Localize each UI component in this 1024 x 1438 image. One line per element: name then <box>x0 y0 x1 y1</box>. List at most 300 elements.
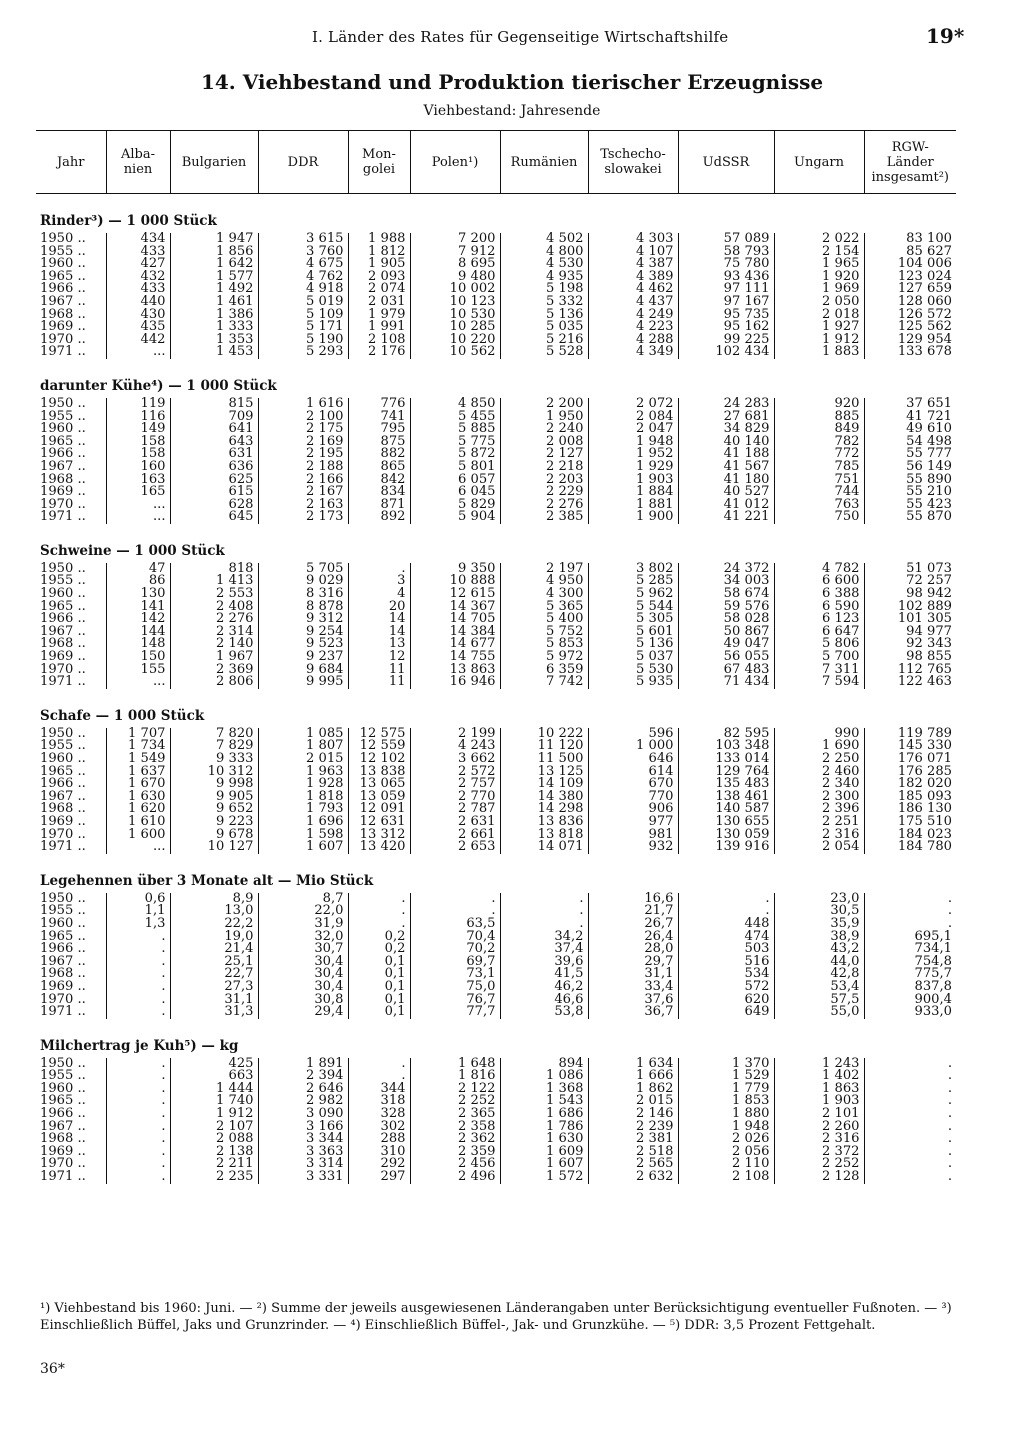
table-cell: . <box>106 1158 170 1171</box>
table-cell: 2 188 <box>258 461 348 474</box>
table-cell: 22,0 <box>258 905 348 918</box>
section-title: Schweine — 1 000 Stück <box>40 543 225 560</box>
table-row <box>36 321 956 334</box>
table-cell: 6 123 <box>774 613 864 626</box>
table-cell: 534 <box>678 968 774 981</box>
table-cell: ... <box>106 346 170 359</box>
table-cell: 5 109 <box>258 309 348 322</box>
table-cell: 10 220 <box>410 334 500 347</box>
table-cell: 2 260 <box>774 1121 864 1134</box>
table-row <box>36 1146 956 1159</box>
table-row <box>36 943 956 956</box>
table-cell: 2 359 <box>410 1146 500 1159</box>
table-cell: 3 <box>348 575 410 588</box>
table-row <box>36 778 956 791</box>
column-header: Jahr <box>36 131 106 194</box>
table-row <box>36 829 956 842</box>
table-cell: 2 240 <box>500 423 588 436</box>
table-cell: 14 705 <box>410 613 500 626</box>
table-cell: 160 <box>106 461 170 474</box>
table-cell: 1 600 <box>106 829 170 842</box>
year-cell: 1969 .. <box>40 484 86 500</box>
table-cell: . <box>348 1070 410 1083</box>
table-cell: 1 967 <box>170 651 258 664</box>
table-cell: 1 243 <box>774 1058 864 1071</box>
table-cell: 28,0 <box>588 943 678 956</box>
table-cell: 1 690 <box>774 740 864 753</box>
table-cell: 94 977 <box>864 626 956 639</box>
table-cell: 20 <box>348 601 410 614</box>
table-cell: 1 368 <box>500 1083 588 1096</box>
table-cell: 4 850 <box>410 398 500 411</box>
table-cell: 2 365 <box>410 1108 500 1121</box>
table-cell: 10 530 <box>410 309 500 322</box>
table-cell: . <box>678 893 774 906</box>
table-cell: 440 <box>106 296 170 309</box>
table-cell: 981 <box>588 829 678 842</box>
table-cell: 892 <box>348 511 410 524</box>
table-cell: 150 <box>106 651 170 664</box>
table-cell: 59 576 <box>678 601 774 614</box>
table-cell: 1 881 <box>588 499 678 512</box>
table-cell: 4 223 <box>588 321 678 334</box>
table-cell: 1 620 <box>106 803 170 816</box>
table-cell: 1 607 <box>258 841 348 854</box>
table-cell: 9 678 <box>170 829 258 842</box>
year-cell: 1955 .. <box>40 573 86 589</box>
table-cell: 2 008 <box>500 436 588 449</box>
year-cell: 1967 .. <box>40 623 86 639</box>
table-cell: 95 162 <box>678 321 774 334</box>
table-cell: 27,3 <box>170 981 258 994</box>
table-cell: 8 878 <box>258 601 348 614</box>
table-cell: 175 510 <box>864 816 956 829</box>
table-cell: 670 <box>588 778 678 791</box>
table-cell: 5 700 <box>774 651 864 664</box>
table-cell: 2 632 <box>588 1171 678 1184</box>
year-cell: 1971 .. <box>40 1004 86 1020</box>
table-cell: 2 100 <box>258 411 348 424</box>
footer-page-number: 36* <box>40 1361 65 1377</box>
table-cell: . <box>106 1171 170 1184</box>
table-cell: 2 218 <box>500 461 588 474</box>
table-cell: 130 059 <box>678 829 774 842</box>
table-row <box>36 766 956 779</box>
table-cell: 2 252 <box>774 1158 864 1171</box>
table-row <box>36 461 956 474</box>
table-cell: 37 651 <box>864 398 956 411</box>
table-cell: 95 735 <box>678 309 774 322</box>
table-cell: 2 340 <box>774 778 864 791</box>
table-cell: 2 146 <box>588 1108 678 1121</box>
table-cell: 63,5 <box>410 918 500 931</box>
year-cell: 1970 .. <box>40 991 86 1007</box>
year-cell: 1970 .. <box>40 331 86 347</box>
table-cell: 58 674 <box>678 588 774 601</box>
table-cell: 645 <box>170 511 258 524</box>
table-cell: 1 707 <box>106 728 170 741</box>
section-heading-row <box>36 1019 956 1058</box>
year-cell: 1965 .. <box>40 763 86 779</box>
table-cell: . <box>106 1133 170 1146</box>
table-cell: 9 223 <box>170 816 258 829</box>
table-cell: 14 677 <box>410 638 500 651</box>
table-cell: 2 385 <box>500 511 588 524</box>
year-cell: 1967 .. <box>40 788 86 804</box>
table-cell: 2 047 <box>588 423 678 436</box>
table-cell: 5 293 <box>258 346 348 359</box>
year-cell: 1968 .. <box>40 636 86 652</box>
table-cell: 3 344 <box>258 1133 348 1146</box>
table-cell: 4 675 <box>258 258 348 271</box>
table-cell: 155 <box>106 664 170 677</box>
table-cell: 2 093 <box>348 271 410 284</box>
table-cell: 4 303 <box>588 233 678 246</box>
table-cell: 148 <box>106 638 170 651</box>
table-cell: 2 050 <box>774 296 864 309</box>
table-cell: 21,7 <box>588 905 678 918</box>
table-cell: 2 022 <box>774 233 864 246</box>
table-cell: 3 760 <box>258 246 348 259</box>
table-row <box>36 334 956 347</box>
table-cell: 77,7 <box>410 1006 500 1019</box>
table-body <box>36 194 956 1184</box>
year-cell: 1955 .. <box>40 738 86 754</box>
table-row <box>36 588 956 601</box>
table-cell: 14 298 <box>500 803 588 816</box>
table-cell: 2 381 <box>588 1133 678 1146</box>
table-cell: 2 122 <box>410 1083 500 1096</box>
year-cell: 1966 .. <box>40 941 86 957</box>
table-cell: 2 101 <box>774 1108 864 1121</box>
table-cell: 2 770 <box>410 791 500 804</box>
table-cell: 5 806 <box>774 638 864 651</box>
table-cell: 103 348 <box>678 740 774 753</box>
table-cell: 763 <box>774 499 864 512</box>
table-cell: 4 349 <box>588 346 678 359</box>
table-cell: . <box>106 981 170 994</box>
table-cell: 9 480 <box>410 271 500 284</box>
table-cell: 2 127 <box>500 448 588 461</box>
table-cell: 123 024 <box>864 271 956 284</box>
table-cell: 2 276 <box>170 613 258 626</box>
year-cell: 1950 .. <box>40 560 86 576</box>
table-row <box>36 1133 956 1146</box>
table-cell: 133 014 <box>678 753 774 766</box>
section-title: darunter Kühe⁴) — 1 000 Stück <box>40 378 277 395</box>
table-cell: 1 952 <box>588 448 678 461</box>
table-cell: 2 173 <box>258 511 348 524</box>
table-cell: 12 091 <box>348 803 410 816</box>
table-cell: 23,0 <box>774 893 864 906</box>
table-cell: 4 437 <box>588 296 678 309</box>
year-cell: 1971 .. <box>40 509 86 525</box>
table-cell: 875 <box>348 436 410 449</box>
table-cell: 9 237 <box>258 651 348 664</box>
table-cell: 41 012 <box>678 499 774 512</box>
table-cell: . <box>106 1108 170 1121</box>
table-cell: 1 963 <box>258 766 348 779</box>
table-cell: 1 616 <box>258 398 348 411</box>
table-cell: 7 200 <box>410 233 500 246</box>
table-cell: 102 889 <box>864 601 956 614</box>
table-cell: 14 380 <box>500 791 588 804</box>
table-cell: 620 <box>678 994 774 1007</box>
table-cell: 2 200 <box>500 398 588 411</box>
table-cell: 165 <box>106 486 170 499</box>
table-cell: 516 <box>678 956 774 969</box>
table-cell: 1 444 <box>170 1083 258 1096</box>
table-cell: 744 <box>774 486 864 499</box>
table-cell: . <box>106 1006 170 1019</box>
table-cell: 73,1 <box>410 968 500 981</box>
table-cell: 9 350 <box>410 563 500 576</box>
table-cell: 11 <box>348 664 410 677</box>
table-cell: 2 176 <box>348 346 410 359</box>
table-cell: 933,0 <box>864 1006 956 1019</box>
table-cell: 2 026 <box>678 1133 774 1146</box>
column-header: Polen¹) <box>410 131 500 194</box>
table-cell: 57,5 <box>774 994 864 1007</box>
table-cell: 2 166 <box>258 474 348 487</box>
table-cell: 596 <box>588 728 678 741</box>
table-cell: 649 <box>678 1006 774 1019</box>
table-cell: 4 762 <box>258 271 348 284</box>
table-cell: . <box>678 905 774 918</box>
table-cell: 145 330 <box>864 740 956 753</box>
table-cell: 51 073 <box>864 563 956 576</box>
table-cell: 2 140 <box>170 638 258 651</box>
table-row <box>36 1171 956 1184</box>
table-cell: 14 755 <box>410 651 500 664</box>
table-cell: 2 110 <box>678 1158 774 1171</box>
table-cell: 432 <box>106 271 170 284</box>
table-cell: 55 423 <box>864 499 956 512</box>
table-cell: 442 <box>106 334 170 347</box>
table-cell: 1 912 <box>774 334 864 347</box>
table-cell: 1 991 <box>348 321 410 334</box>
table-cell: . <box>106 994 170 1007</box>
table-cell: 977 <box>588 816 678 829</box>
table-cell: 2 015 <box>258 753 348 766</box>
table-row <box>36 398 956 411</box>
table-cell: 10 285 <box>410 321 500 334</box>
table-cell: 1 086 <box>500 1070 588 1083</box>
column-header: Ungarn <box>774 131 864 194</box>
table-cell: 865 <box>348 461 410 474</box>
table-cell: 10 002 <box>410 283 500 296</box>
table-cell: 1 920 <box>774 271 864 284</box>
table-cell: 1 786 <box>500 1121 588 1134</box>
table-cell: 5 365 <box>500 601 588 614</box>
table-cell: 9 652 <box>170 803 258 816</box>
running-head: I. Länder des Rates für Gegenseitige Wirtschaftshilfe <box>312 28 729 46</box>
table-cell: 1 853 <box>678 1095 774 1108</box>
table-cell: 37,6 <box>588 994 678 1007</box>
table-cell: 1 549 <box>106 753 170 766</box>
table-cell: . <box>106 1146 170 1159</box>
table-cell: 842 <box>348 474 410 487</box>
table-cell: 297 <box>348 1171 410 1184</box>
table-cell: 1 386 <box>170 309 258 322</box>
table-cell: 76,7 <box>410 994 500 1007</box>
table-cell: 82 595 <box>678 728 774 741</box>
table-cell: 1 884 <box>588 486 678 499</box>
table-cell: 35,9 <box>774 918 864 931</box>
table-cell: 1 529 <box>678 1070 774 1083</box>
table-cell: 1 807 <box>258 740 348 753</box>
table-cell: 6 590 <box>774 601 864 614</box>
section-heading-row <box>36 359 956 398</box>
table-cell: 11 500 <box>500 753 588 766</box>
table-cell: 58 028 <box>678 613 774 626</box>
table-cell: . <box>348 905 410 918</box>
table-cell: 102 434 <box>678 346 774 359</box>
year-cell: 1967 .. <box>40 458 86 474</box>
table-cell: 2 072 <box>588 398 678 411</box>
table-cell: 3 331 <box>258 1171 348 1184</box>
table-cell: 3 615 <box>258 233 348 246</box>
table-row <box>36 423 956 436</box>
table-cell: 12 <box>348 651 410 664</box>
table-cell: . <box>500 905 588 918</box>
table-cell: 14 109 <box>500 778 588 791</box>
table-cell: 12 615 <box>410 588 500 601</box>
table-cell: 13,0 <box>170 905 258 918</box>
table-cell: 837,8 <box>864 981 956 994</box>
year-cell: 1955 .. <box>40 903 86 919</box>
table-cell: 1 950 <box>500 411 588 424</box>
table-cell: 139 916 <box>678 841 774 854</box>
table-row <box>36 575 956 588</box>
table-cell: 5 752 <box>500 626 588 639</box>
year-cell: 1960 .. <box>40 586 86 602</box>
table-cell: 44,0 <box>774 956 864 969</box>
table-cell: 11 <box>348 676 410 689</box>
table-cell: 5 885 <box>410 423 500 436</box>
table-cell: 9 029 <box>258 575 348 588</box>
table-cell: 1 598 <box>258 829 348 842</box>
table-row <box>36 233 956 246</box>
table-cell: 8,9 <box>170 893 258 906</box>
table-cell: 795 <box>348 423 410 436</box>
table-cell: 119 <box>106 398 170 411</box>
table-cell: 0,6 <box>106 893 170 906</box>
table-cell: 1 912 <box>170 1108 258 1121</box>
table-row <box>36 905 956 918</box>
table-cell: 1,1 <box>106 905 170 918</box>
year-cell: 1968 .. <box>40 306 86 322</box>
table-cell: 21,4 <box>170 943 258 956</box>
table-cell: 2 163 <box>258 499 348 512</box>
table-cell: ... <box>106 676 170 689</box>
table-cell: 776 <box>348 398 410 411</box>
table-cell: 99 225 <box>678 334 774 347</box>
table-cell: 2 806 <box>170 676 258 689</box>
table-cell: 32,0 <box>258 931 348 944</box>
table-cell: 328 <box>348 1108 410 1121</box>
table-cell: . <box>410 905 500 918</box>
table-cell: 1 903 <box>588 474 678 487</box>
table-row <box>36 664 956 677</box>
table-cell: 30,4 <box>258 956 348 969</box>
table-cell: 2 056 <box>678 1146 774 1159</box>
table-cell: 75,0 <box>410 981 500 994</box>
table-cell: 176 285 <box>864 766 956 779</box>
table-cell: 750 <box>774 511 864 524</box>
section-heading-row <box>36 854 956 893</box>
table-cell: 12 575 <box>348 728 410 741</box>
table-cell: 2 372 <box>774 1146 864 1159</box>
table-cell: 46,6 <box>500 994 588 1007</box>
table-cell: 112 765 <box>864 664 956 677</box>
table-cell: 8,7 <box>258 893 348 906</box>
table-cell: 3 662 <box>410 753 500 766</box>
table-cell: 56 149 <box>864 461 956 474</box>
table-cell: 2 031 <box>348 296 410 309</box>
table-cell: 98 942 <box>864 588 956 601</box>
table-cell: 5 019 <box>258 296 348 309</box>
table-cell: 70,4 <box>410 931 500 944</box>
table-cell: 4 107 <box>588 246 678 259</box>
table-cell: 41 221 <box>678 511 774 524</box>
table-cell: 13 065 <box>348 778 410 791</box>
table-cell: 72 257 <box>864 575 956 588</box>
table-cell: 3 166 <box>258 1121 348 1134</box>
table-cell: 70,2 <box>410 943 500 956</box>
year-cell: 1950 .. <box>40 1055 86 1071</box>
table-cell: 39,6 <box>500 956 588 969</box>
table-cell: 13 059 <box>348 791 410 804</box>
table-cell: 344 <box>348 1083 410 1096</box>
table-row <box>36 411 956 424</box>
table-cell: 0,2 <box>348 931 410 944</box>
table-cell: 5 705 <box>258 563 348 576</box>
table-cell: 1 928 <box>258 778 348 791</box>
table-cell: 54 498 <box>864 436 956 449</box>
table-cell: 435 <box>106 321 170 334</box>
table-cell: 83 100 <box>864 233 956 246</box>
table-cell: 14 367 <box>410 601 500 614</box>
table-cell: 1 630 <box>106 791 170 804</box>
table-cell: 1 610 <box>106 816 170 829</box>
table-cell: 2 358 <box>410 1121 500 1134</box>
table-cell: 3 314 <box>258 1158 348 1171</box>
table-cell: 6 388 <box>774 588 864 601</box>
table-cell: 1 969 <box>774 283 864 296</box>
table-cell: 2 565 <box>588 1158 678 1171</box>
table-cell: 0,1 <box>348 956 410 969</box>
column-header: UdSSR <box>678 131 774 194</box>
table-cell: 5 528 <box>500 346 588 359</box>
table-cell: 9 995 <box>258 676 348 689</box>
table-cell: 2 195 <box>258 448 348 461</box>
year-cell: 1971 .. <box>40 839 86 855</box>
table-cell: 0,2 <box>348 943 410 956</box>
table-cell: 104 006 <box>864 258 956 271</box>
table-cell: 1 856 <box>170 246 258 259</box>
table-cell: 42,8 <box>774 968 864 981</box>
table-cell: 130 <box>106 588 170 601</box>
year-cell: 1965 .. <box>40 433 86 449</box>
table-cell: 427 <box>106 258 170 271</box>
table-row <box>36 816 956 829</box>
table-cell: 434 <box>106 233 170 246</box>
year-cell: 1968 .. <box>40 801 86 817</box>
table-cell: 14 <box>348 613 410 626</box>
table-cell: 6 057 <box>410 474 500 487</box>
table-cell: . <box>864 1133 956 1146</box>
